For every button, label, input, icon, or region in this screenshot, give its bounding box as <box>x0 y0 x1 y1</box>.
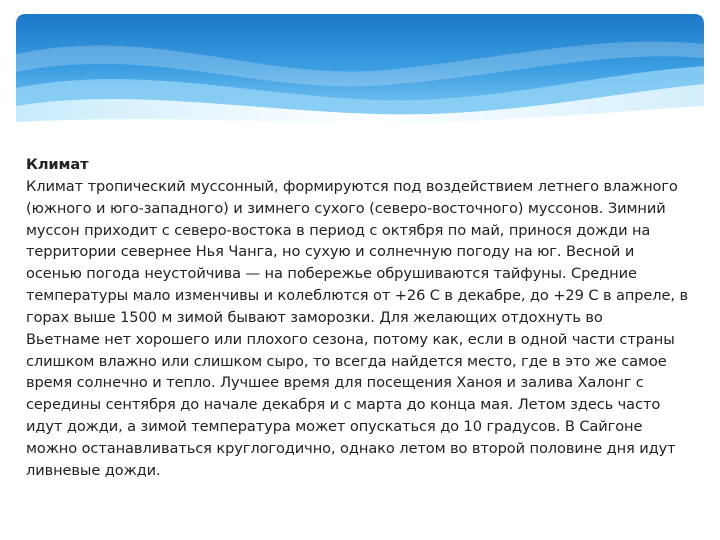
body-line: идут дожди, а зимой температура может опускаться до 10 градусов. В Сайгоне <box>26 418 643 436</box>
body-line: Вьетнаме нет хорошего или плохого сезона, потому как, если в одной части страны <box>26 330 675 348</box>
body-line: осенью погода неустойчива — на побережье обрушиваются тайфуны. Средние <box>26 265 637 283</box>
body-line: Климат тропический муссонный, формируются под воздействием летнего влажного <box>26 177 678 195</box>
body-line: можно останавливаться круглогодично, однако летом во второй половине дня идут <box>26 439 676 457</box>
body-line: (южного и юго-западного) и зимнего сухого (северо-восточного) муссонов. Зимний <box>26 199 666 217</box>
wave-banner <box>16 14 704 124</box>
body-line: слишком влажно или слишком сыро, то всегда найдется место, где в это же самое <box>26 352 667 370</box>
body-line: время солнечно и тепло. Лучшее время для посещения Ханоя и залива Халонг с <box>26 374 644 392</box>
body-line: территории севернее Нья Чанга, но сухую и солнечную погоду на юг. Весной и <box>26 243 635 261</box>
slide-title: Климат <box>26 156 89 173</box>
body-line: горах выше 1500 м зимой бывают заморозки. Для желающих отдохнуть во <box>26 308 603 326</box>
slide-body <box>26 154 696 482</box>
body-line: ливневые дожди. <box>26 461 161 479</box>
body-line: муссон приходит с северо-востока в период с октября по май, принося дожди на <box>26 221 651 239</box>
body-line: середины сентября до начале декабря и с марта до конца мая. Летом здесь часто <box>26 396 661 414</box>
body-line: температуры мало изменчивы и колеблются от +26 C в декабре, до +29 C в апреле, в <box>26 287 688 305</box>
